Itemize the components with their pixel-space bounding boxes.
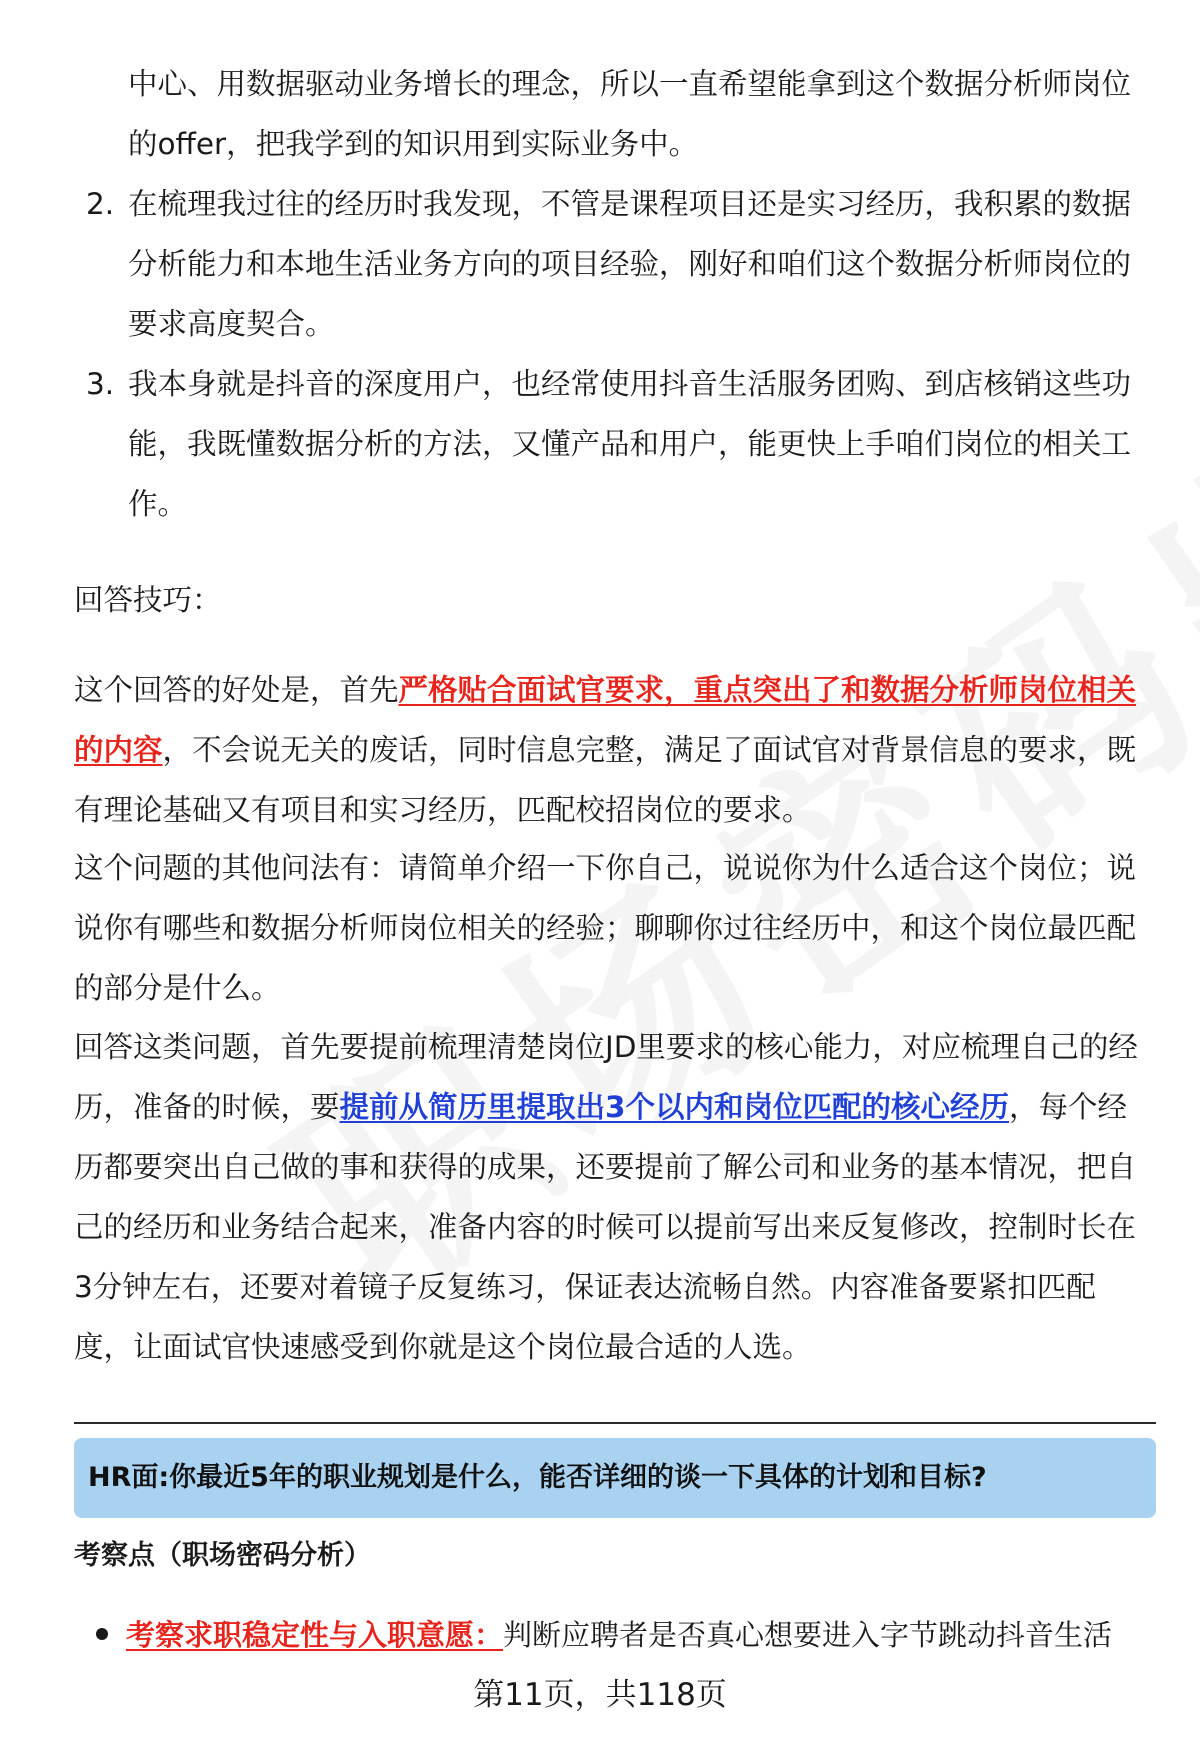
- highlight-red: 考察求职稳定性与入职意愿：: [126, 1618, 504, 1652]
- list-line: 在梳理我过往的经历时我发现，不管是课程项目还是实习经历，我积累的数据: [128, 187, 1132, 221]
- para-line: [74, 1077, 1154, 1137]
- list-item-3: [74, 354, 1144, 534]
- list-number: 2.: [86, 187, 115, 221]
- tips-label: 回答技巧：: [74, 583, 222, 617]
- section-subheading: 考察点（职场密码分析）: [74, 1540, 371, 1571]
- highlight-blue: 提前从简历里提取出3个以内和岗位匹配的核心经历: [339, 1090, 1010, 1124]
- para-line: 的部分是什么。: [74, 971, 281, 1005]
- list-number: 3.: [86, 367, 115, 401]
- list-line: 作。: [128, 487, 188, 521]
- para-line: 己的经历和业务结合起来，准备内容的时候可以提前写出来反复修改，控制时长在: [74, 1210, 1137, 1244]
- section-divider: [74, 1422, 1156, 1424]
- highlight-red: 严格贴合面试官要求，重点突出了和数据分析师岗位相关: [398, 673, 1137, 707]
- para-line: 有理论基础又有项目和实习经历，匹配校招岗位的要求。: [74, 793, 812, 827]
- bullet-item: [96, 1610, 1156, 1660]
- para-text: ，每个经: [1009, 1090, 1128, 1124]
- question-banner: HR面:你最近5年的职业规划是什么，能否详细的谈一下具体的计划和目标?: [74, 1438, 1156, 1518]
- list-line: 能，我既懂数据分析的方法，又懂产品和用户，能更快上手咱们岗位的相关工: [128, 427, 1132, 461]
- para-line: 回答这类问题，首先要提前梳理清楚岗位JD里要求的核心能力，对应梳理自己的经: [74, 1030, 1138, 1064]
- para-line: [74, 720, 1154, 780]
- para-line: 3分钟左右，还要对着镜子反复练习，保证表达流畅自然。内容准备要紧扣匹配: [74, 1270, 1096, 1304]
- para-line: 说你有哪些和数据分析师岗位相关的经验；聊聊你过往经历中，和这个岗位最匹配: [74, 911, 1137, 945]
- list-line: 分析能力和本地生活业务方向的项目经验，刚好和咱们这个数据分析师岗位的: [128, 247, 1132, 281]
- list-item-2: [74, 174, 1144, 354]
- numbered-list: [74, 54, 1144, 534]
- list-line: 我本身就是抖音的深度用户，也经常使用抖音生活服务团购、到店核销这些功: [128, 367, 1132, 401]
- bullet-dot-icon: [96, 1628, 108, 1640]
- alternative-questions-paragraph: [74, 838, 1154, 1018]
- para-text: ，不会说无关的废话，同时信息完整，满足了面试官对背景信息的要求，既: [162, 733, 1137, 767]
- list-line: 的offer，把我学到的知识用到实际业务中。: [128, 127, 699, 161]
- list-item-1-continuation: [74, 54, 1144, 174]
- answer-method-paragraph: [74, 1017, 1154, 1377]
- list-line: 中心、用数据驱动业务增长的理念，所以一直希望能拿到这个数据分析师岗位: [128, 67, 1132, 101]
- para-line: 这个问题的其他问法有：请简单介绍一下你自己，说说你为什么适合这个岗位；说: [74, 851, 1137, 885]
- analysis-paragraph: [74, 660, 1154, 840]
- bullet-text: 判断应聘者是否真心想要进入字节跳动抖音生活: [503, 1618, 1113, 1652]
- para-line: 历都要突出自己做的事和获得的成果，还要提前了解公司和业务的基本情况，把自: [74, 1150, 1137, 1184]
- para-text: 这个回答的好处是，首先: [74, 673, 399, 707]
- para-line: [74, 660, 1154, 720]
- page-number: 第11页，共118页: [473, 1677, 727, 1713]
- para-line: 度，让面试官快速感受到你就是这个岗位最合适的人选。: [74, 1330, 812, 1364]
- highlight-red: 的内容: [74, 733, 163, 767]
- para-text: 历，准备的时候，要: [74, 1090, 340, 1124]
- list-line: 要求高度契合。: [128, 307, 335, 341]
